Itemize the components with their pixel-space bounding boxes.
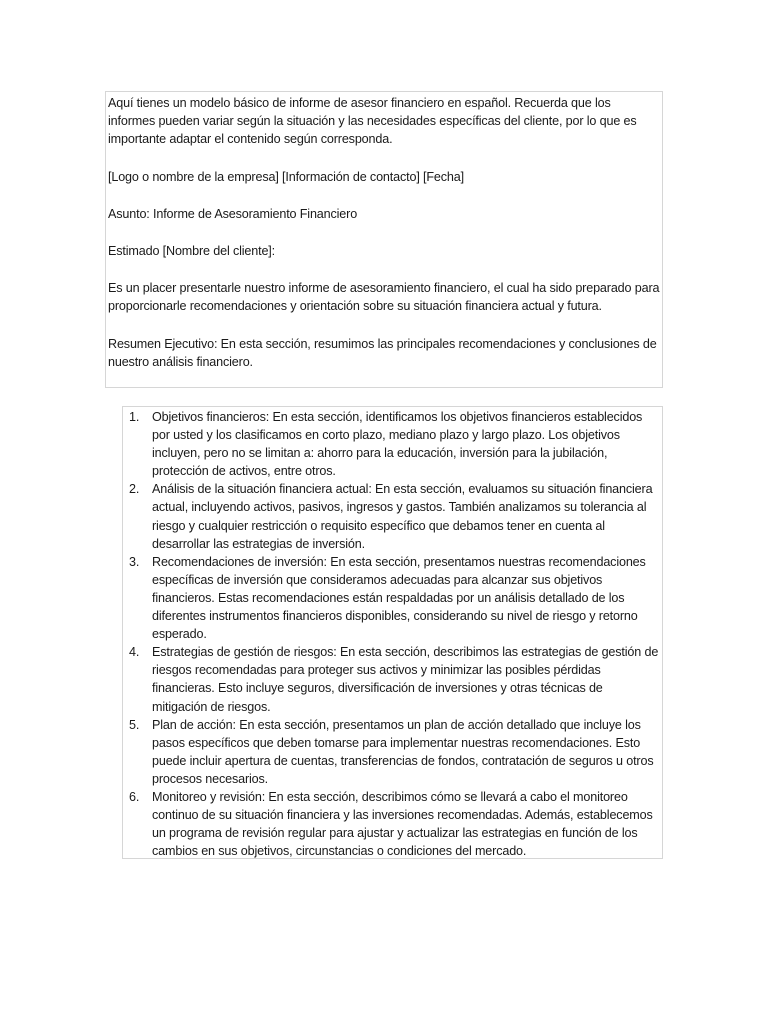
salutation: Estimado [Nombre del cliente]: [108, 244, 275, 259]
executive-summary: Resumen Ejecutivo: En esta sección, resumimos las principales recomendaciones y conclusiones de nuestro análisis financiero. [108, 336, 657, 369]
list-item-number: 2. [129, 482, 140, 497]
header-placeholder-line: [Logo o nombre de la empresa] [Información de contacto] [Fecha] [108, 169, 464, 184]
list-item-text: Objetivos financieros: En esta sección, identificamos los objetivos financieros establecidos por usted y los clasificamos en corto plazo, mediano plazo y largo plazo. Los objetivos incluyen, pero no se limitan a: ahorro para la educación, inversión para la jubilación, protección de activos, entre otros. [152, 410, 643, 479]
list-item [123, 643, 660, 715]
list-item-text: Recomendaciones de inversión: En esta sección, presentamos nuestras recomendaciones específicas de inversión que consideramos adecuadas para alcanzar sus objetivos financieros. Estas recomendaciones están respaldadas por un análisis detallado de los diferentes instrumentos financieros disponibles, considerando su nivel de riesgo y retorno esperado. [152, 554, 646, 642]
list-item-number: 5. [129, 717, 140, 732]
list-item-text: Monitoreo y revisión: En esta sección, describimos cómo se llevará a cabo el monitoreo continuo de su situación financiera y las inversiones recomendadas. Además, establecemos un programa de revisión regular para ajustar y actualizar las estrategias en función de los cambios en sus objetivos, circunstancias o condiciones del mercado. [152, 789, 653, 859]
intro-text-box [105, 91, 663, 388]
list-item-number: 6. [129, 789, 140, 804]
list-item [123, 480, 660, 552]
list-item [123, 553, 660, 643]
list-item-number: 4. [129, 645, 140, 660]
list-item-number: 3. [129, 554, 140, 569]
list-item [123, 788, 660, 860]
subject-line: Asunto: Informe de Asesoramiento Financiero [108, 206, 358, 221]
sections-list-box [122, 406, 663, 859]
list-item-text: Plan de acción: En esta sección, presentamos un plan de acción detallado que incluye los pasos específicos que deben tomarse para implementar nuestras recomendaciones. Esto puede incluir apertura de cuentas, transferencias de fondos, contratación de seguros u otros procesos necesarios. [152, 717, 654, 786]
intro-paragraph: Aquí tienes un modelo básico de informe de asesor financiero en español. Recuerda que los informes pueden variar según la situación y las necesidades específicas del cliente, por lo que es importante adaptar el contenido según corresponda. [108, 96, 637, 147]
opening-paragraph: Es un placer presentarle nuestro informe de asesoramiento financiero, el cual ha sido preparado para proporcionarle recomendaciones y orientación sobre su situación financiera actual y futura. [108, 281, 660, 314]
list-item-text: Estrategias de gestión de riesgos: En esta sección, describimos las estrategias de gestión de riesgos recomendadas para proteger sus activos y minimizar las posibles pérdidas financieras. Esto incluye seguros, diversificación de inversiones y otras técnicas de mitigación de riesgos. [152, 645, 659, 714]
list-item [123, 408, 660, 480]
list-item [123, 716, 660, 788]
list-item-number: 1. [129, 410, 140, 424]
sections-list [123, 408, 660, 860]
list-item-text: Análisis de la situación financiera actual: En esta sección, evaluamos su situación financiera actual, incluyendo activos, pasivos, ingresos y gastos. También analizamos su tolerancia al riesgo y cualquier restricción o requisito específico que debamos tener en cuenta al desarrollar las estrategias de inversión. [152, 482, 653, 551]
